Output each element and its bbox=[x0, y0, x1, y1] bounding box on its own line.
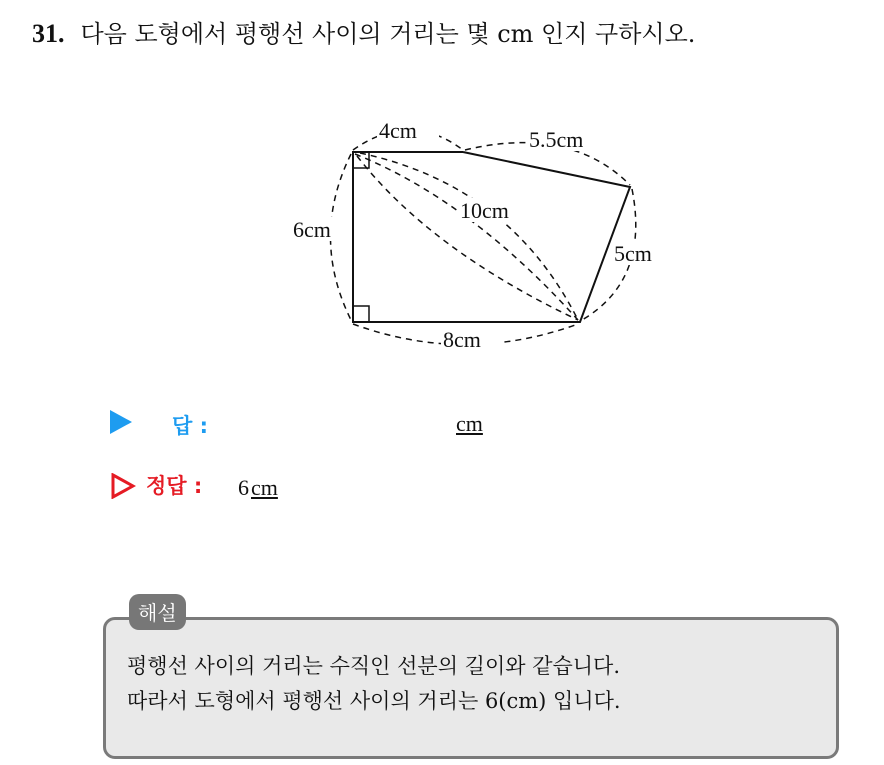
solution-label: 정답 : bbox=[146, 474, 203, 498]
label-5-5cm: 5.5cm bbox=[529, 127, 584, 152]
question-number: 31. bbox=[32, 19, 65, 48]
label-4cm: 4cm bbox=[379, 118, 417, 143]
figure-outline bbox=[353, 152, 630, 322]
explanation-text bbox=[127, 649, 621, 719]
diagonal-dashed-2 bbox=[357, 156, 578, 320]
question-text: 다음 도형에서 평행선 사이의 거리는 몇 cm 인지 구하시오. bbox=[80, 20, 696, 48]
explanation-tag: 해설 bbox=[129, 594, 186, 630]
explanation-line-1: 평행선 사이의 거리는 수직인 선분의 길이와 같습니다. bbox=[127, 654, 621, 678]
answer-row bbox=[110, 408, 483, 438]
right-angle-bottom-marker bbox=[353, 306, 369, 322]
play-triangle-icon bbox=[110, 410, 132, 434]
outline-triangle-icon bbox=[110, 473, 136, 499]
answer-unit: cm bbox=[456, 411, 483, 436]
explanation-line-2: 따라서 도형에서 평행선 사이의 거리는 6(cm) 입니다. bbox=[127, 689, 621, 713]
label-8cm: 8cm bbox=[443, 327, 481, 352]
label-6cm: 6cm bbox=[293, 217, 331, 242]
diagonal-dashed-3 bbox=[360, 153, 578, 320]
solution-value-group bbox=[238, 475, 278, 501]
solution-value: 6 bbox=[238, 475, 249, 500]
label-10cm: 10cm bbox=[460, 198, 509, 223]
diagonal-dashed-1 bbox=[355, 154, 578, 320]
solution-unit: cm bbox=[251, 475, 278, 500]
label-5cm: 5cm bbox=[614, 241, 652, 266]
answer-label: 답 : bbox=[172, 414, 208, 438]
